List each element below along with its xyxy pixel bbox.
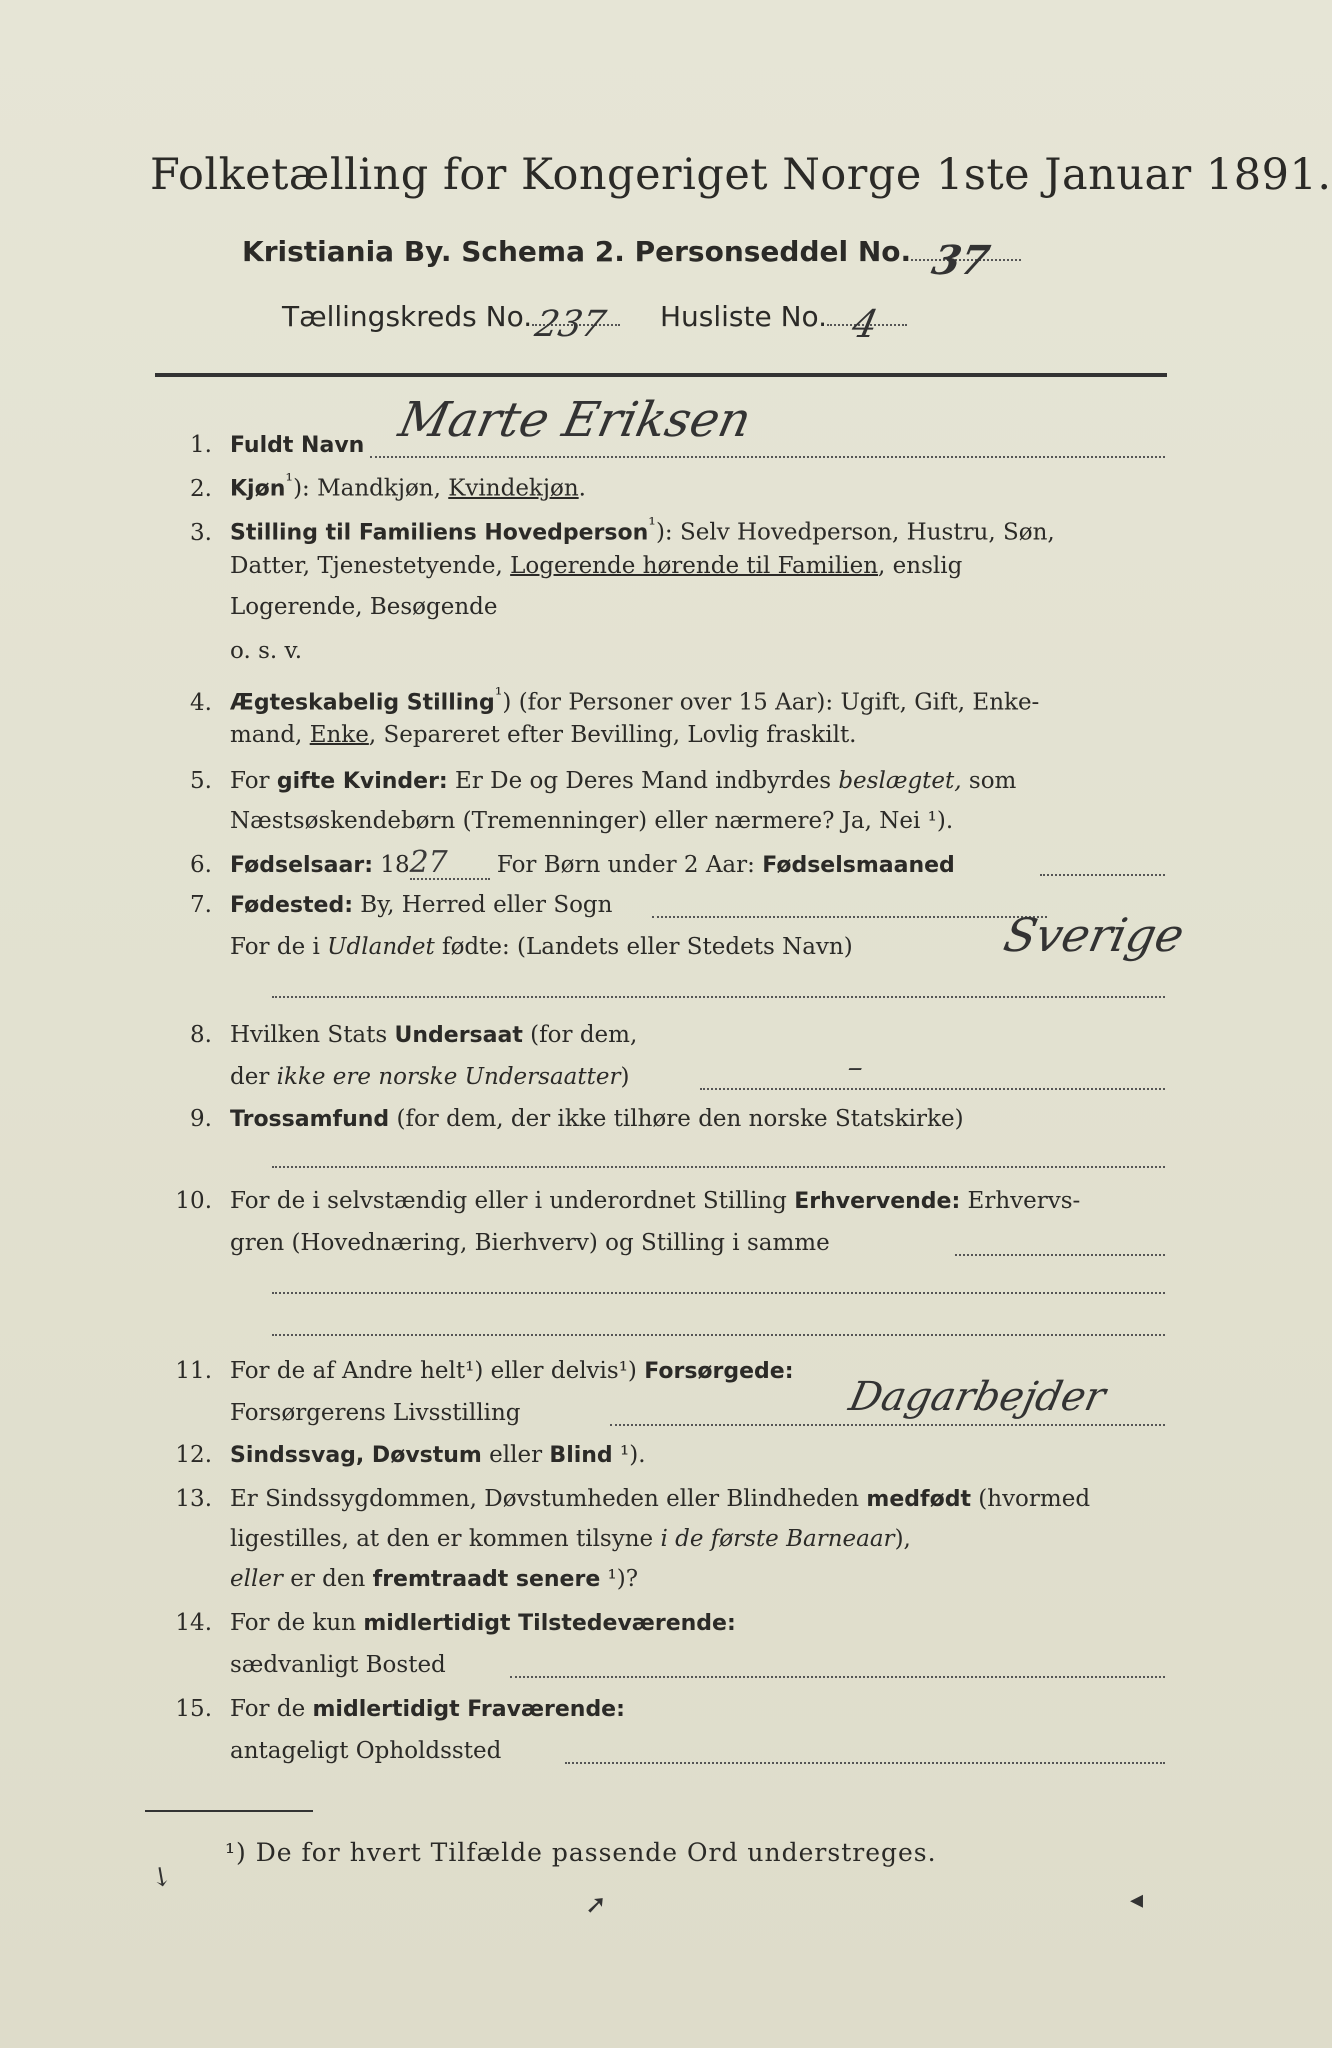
question-1: 1. Fuldt Navn	[190, 432, 365, 458]
kreds-field	[531, 304, 620, 345]
question-13: 13. Er Sindssygdommen, Døvstumheden eller Blindheden medfødt (hvormed	[175, 1486, 1091, 1512]
q6-answer: 27	[410, 848, 490, 880]
question-13-line-2: ligestilles, at den er kommen tilsyne i de første Barneaar),	[230, 1526, 911, 1552]
husliste-field	[827, 302, 907, 346]
question-8: 8. Hvilken Stats Undersaat (for dem,	[190, 1022, 638, 1048]
question-7-line-2: For de i Udlandet fødte: (Landets eller Stedets Navn)	[230, 934, 853, 960]
question-2: 2. Kjøn$^{^1}$): Mandkjøn, Kvindekjøn.	[190, 469, 586, 502]
question-3-line-2: Datter, Tjenestetyende, Logerende hørende til Familien, enslig	[230, 553, 963, 579]
question-11: 11. For de af Andre helt¹) eller delvis¹) Forsørgede:	[175, 1358, 794, 1384]
q7-answer: Sverige	[999, 908, 1189, 962]
husliste-label: Husliste No.	[659, 300, 828, 333]
q1-fill-line	[370, 456, 1165, 458]
question-3: 3. Stilling til Familiens Hovedperson$^{^1}$): Selv Hovedperson, Hustru, Søn,	[190, 513, 1055, 546]
question-4-line-2: mand, Enke, Separeret efter Bevilling, Lovlig fraskilt.	[230, 722, 857, 748]
question-14: 14. For de kun midlertidigt Tilstedeværende:	[175, 1610, 736, 1636]
footnote: ¹) De for hvert Tilfælde passende Ord understreges.	[225, 1838, 937, 1867]
kreds-label: Tællingskreds No.	[282, 300, 533, 333]
form-subtitle-2	[282, 300, 907, 346]
form-subtitle	[242, 235, 1021, 284]
question-4: 4. Ægteskabelig Stilling$^{^1}$) (for Personer over 15 Aar): Ugift, Gift, Enke-	[190, 683, 1040, 716]
question-7: 7. Fødested: By, Herred eller Sogn	[190, 892, 613, 918]
question-8-line-2: der ikke ere norske Undersaatter)	[230, 1064, 630, 1090]
question-12: 12. Sindssvag, Døvstum eller Blind ¹).	[175, 1442, 646, 1468]
question-10: 10. For de i selvstændig eller i underordnet Stilling Erhvervende: Erhvervs-	[175, 1188, 1081, 1214]
q2-selected: Kvindekjøn	[448, 475, 579, 502]
margin-arrow-icon: ➚	[585, 1890, 607, 1920]
margin-mark-icon: ↘	[143, 1858, 179, 1896]
q1-label: Fuldt Navn	[230, 433, 365, 458]
q4-selected: Enke	[309, 722, 369, 748]
personseddel-field	[911, 237, 1021, 284]
question-15: 15. For de midlertidigt Fraværende:	[175, 1696, 625, 1722]
question-6: 6. Fødselsaar: 1827 For Børn under 2 Aar: Fødselsmaaned	[190, 845, 955, 880]
census-form: Folketælling for Kongeriget Norge 1ste Januar 1891. Kristiania By. Schema 2. Personseddel No. 37 Tællingskreds No. 237 Husliste No. 4 1. Fuldt Navn Marte Eriksen 2. Kjøn$^{^1}$): Mandkjøn, Kvindekjøn. 3. Stilling til Familiens Hovedperson$^{^1}$): Selv Hovedperson, Hustru, Søn, Datter, Tjenestetyende, Logerende hørende til Familien, enslig Logerende, Besøgende o. s. v. 4. Ægteskabelig Stilling$^{^1}$) (for Personer over 15 Aar): Ugift, Gift, Enke- mand, Enke, Separeret efter Bevilling, Lovlig fraskilt. 5. For gifte Kvinder: Er De og Deres Mand indbyrdes beslægtet, som Næstsøskendebørn (Tremenninger) eller nærmere? Ja, Nei ¹). 6. Fødselsaar: 1827 For Børn under 2 Aar: Fødselsmaaned 7. Fødested: By, Herred eller Sogn For de i Udlandet fødte: (Landets eller Stedets Navn) Sverige 8. Hvilken Stats Undersaat (for dem, der ikke ere norske Undersaatter) – 9. Trossamfund (for dem, der ikke tilhøre den norske Statskirke) 10. For de i selvstændig eller i underordnet Stilling Erhvervende: Erhvervs- gren (Hovednæring, Bierhverv) og Stilling i samme 11. For de af Andre helt¹) eller delvis¹) Forsørgede: Forsørgerens Livsstilling Dagarbejder 12. Sindssvag, Døvstum eller Blind ¹). 13. Er Sindssygdommen, Døvstumheden eller Blindheden medfødt (hvormed ligestilles, at den er kommen tilsyne i de første Barneaar), eller er den fremtraadt senere ¹)? 14. For de kun midlertidigt Tilstedeværende: sædvanligt Bosted 15. For de midlertidigt Fraværende: antageligt Opholdssted ¹) De for hvert Tilfælde passende Ord understreges. ↘ ➚ ◂	[0, 0, 1332, 2048]
q3-selected: Logerende hørende til Familien	[510, 553, 879, 579]
q11-answer: Dagarbejder	[845, 1374, 1110, 1420]
margin-arrow-left-icon: ◂	[1130, 1885, 1144, 1915]
q8-answer: –	[844, 1050, 867, 1085]
city-schema-label: Kristiania By. Schema 2. Personseddel No.	[242, 235, 912, 268]
kreds-number: 237	[531, 304, 610, 345]
question-13-line-3: eller er den fremtraadt senere ¹)?	[230, 1566, 639, 1592]
footnote-divider	[145, 1810, 313, 1812]
question-9: 9. Trossamfund (for dem, der ikke tilhøre den norske Statskirke)	[190, 1106, 964, 1132]
q1-answer: Marte Eriksen	[394, 392, 756, 448]
question-5: 5. For gifte Kvinder: Er De og Deres Mand indbyrdes beslægtet, som	[190, 768, 1017, 794]
personseddel-number: 37	[928, 237, 994, 284]
page-title: Folketælling for Kongeriget Norge 1ste Januar 1891.	[150, 150, 1332, 200]
header-divider	[155, 373, 1167, 377]
husliste-number: 4	[848, 302, 882, 346]
